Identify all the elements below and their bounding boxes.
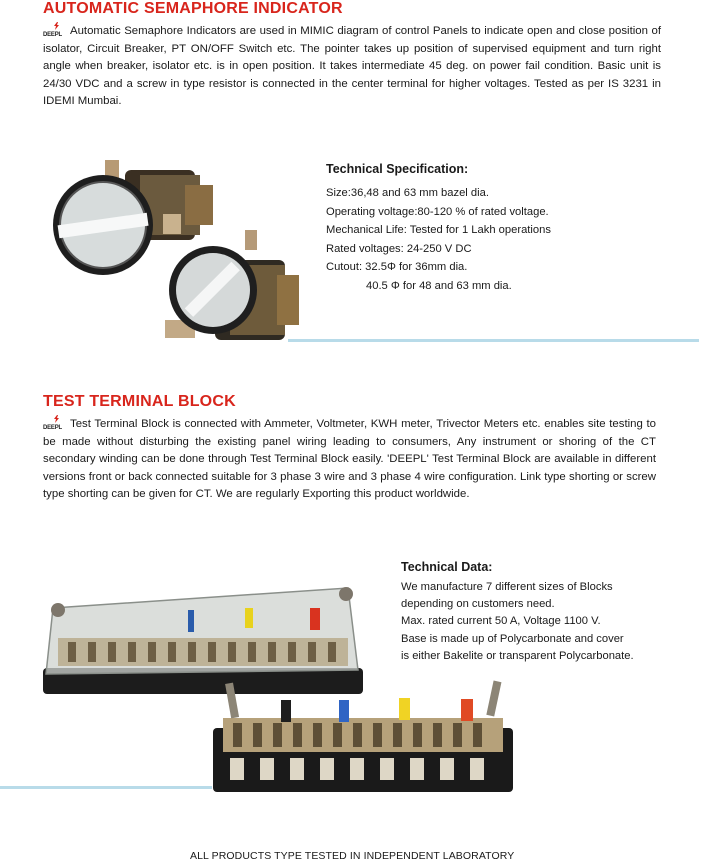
data-line: Max. rated current 50 A, Voltage 1100 V. [401,615,601,628]
semaphore-description: Automatic Semaphore Indicators are used in MIMIC diagram of control Panels to indicate open and close position of isolator, Circuit Breaker, PT ON/OFF Switch etc. The pointer takes up position of supervised equipment and turn right angle when breaker, isolator etc. is in open position. It takes intermediate 45 deg. on power fail condition. Basic unit is 24/30 VDC and a screw in type resistor is connected in the center terminal for higher voltages. Tested as per IS 3231 in IDEMI Mumbai. [43,25,661,108]
test-terminal-block-image [38,578,518,803]
data-line: Base is made up of Polycarbonate and cover [401,632,624,645]
footer-text: ALL PRODUCTS TYPE TESTED IN INDEPENDENT LABORATORY [190,850,515,862]
spec-line: Mechanical Life: Tested for 1 Lakh operations [326,224,551,237]
spec-line: 40.5 Φ for 48 and 63 mm dia. [366,279,512,292]
spec-line: Size:36,48 and 63 mm bazel dia. [326,187,489,199]
semaphore-spec-list [326,184,551,296]
spec-line: Rated voltages: 24-250 V DC [326,242,472,255]
section-divider [288,339,699,342]
terminal-description: Test Terminal Block is connected with Ammeter, Voltmeter, KWH meter, Trivector Meters etc. enables site testing to be made without disturbing the existing panel wiring leading to consumers, Any instrument or shoring of the CT secondary winding can be done through Test Terminal Block easily. 'DEEPL' Test Terminal Block are available in different versions front or back connected suitable for 3 phase 3 wire and 3 phase 4 wire configuration. Link type shorting or screw type shorting can be given for CT. We are regularly Exporting this product worldwide. [43,418,656,501]
semaphore-title: AUTOMATIC SEMAPHORE INDICATOR [43,0,343,17]
semaphore-description-block [43,23,661,111]
semaphore-indicator-image [45,150,305,365]
section-divider [0,786,212,789]
lightning-icon [52,22,60,30]
data-line: depending on customers need. [401,598,555,611]
semaphore-spec-title: Technical Specification: [326,162,469,176]
deepl-logo: DEEPL [43,23,67,35]
deepl-logo: DEEPL [43,416,67,428]
data-line: is either Bakelite or transparent Polycarbonate. [401,649,634,662]
terminal-description-block [43,416,656,504]
spec-line: Operating voltage:80-120 % of rated voltage. [326,205,549,218]
terminal-title: TEST TERMINAL BLOCK [43,393,236,410]
spec-line: Cutout: 32.5Φ for 36mm dia. [326,261,468,274]
data-line: We manufacture 7 different sizes of Blocks [401,581,613,593]
lightning-icon [52,415,60,423]
terminal-data-title: Technical Data: [401,560,493,574]
